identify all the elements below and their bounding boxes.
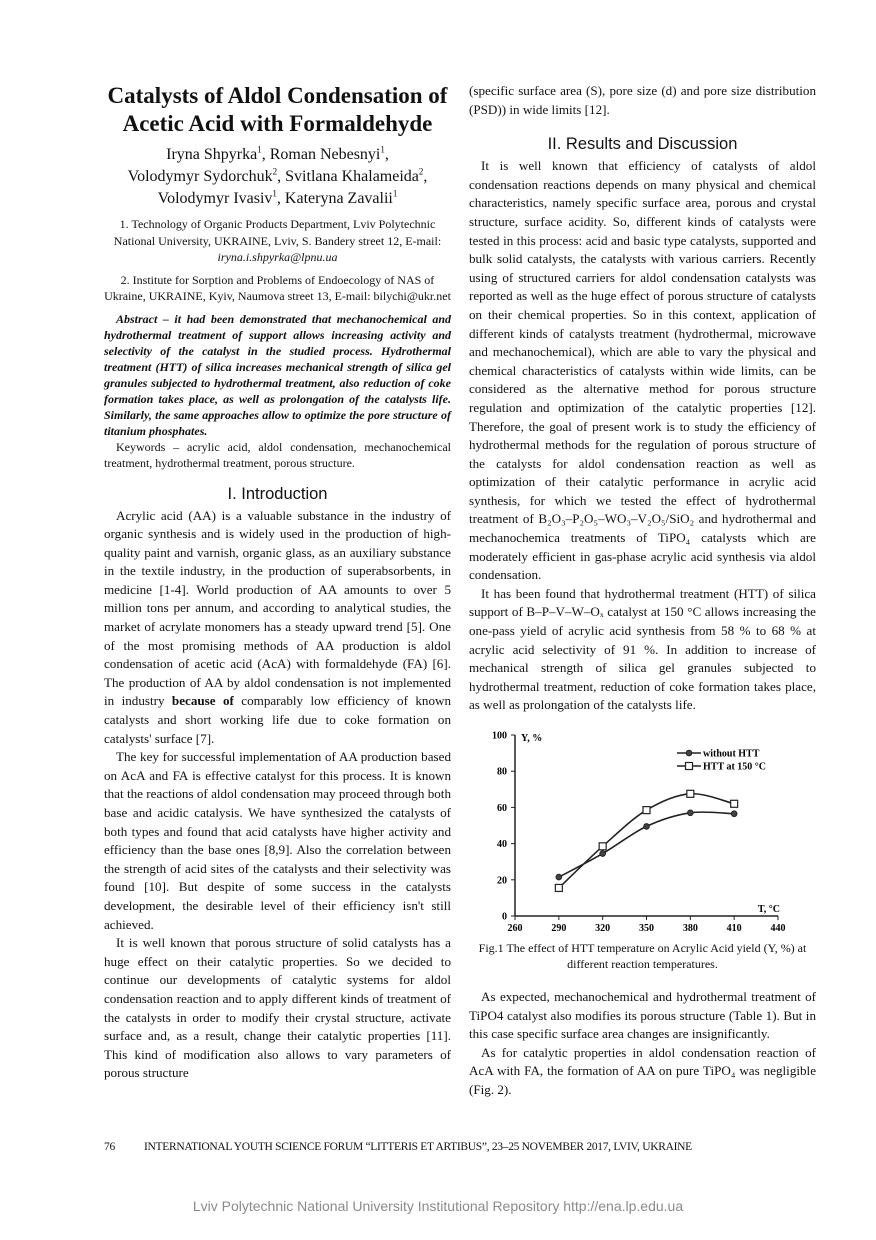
keywords: Keywords – acrylic acid, aldol condensation, mechanochemical treatment, hydrothermal treatment, porous structure. (104, 439, 451, 470)
author: Volodymyr Ivasiv (157, 190, 273, 207)
y-tick-label: 40 (497, 839, 507, 851)
results-paragraph-2: It has been found that hydrothermal treatment (HTT) of silica support of B–P–V–W–Oₓ catalyst at 150 °C allows increasing the one-pass yield of acrylic acid synthesis from 58 % to 68 % at acrylic acid selectivity of 91 %. In addition to increase of mechanical strength of silica gel granules subjected to hydrothermal treatment, reduction of coke formation takes place, as well as prolongation of the catalysts life. (469, 585, 816, 713)
section-heading-results: II. Results and Discussion (547, 135, 738, 154)
diamond-marker (600, 851, 606, 857)
repository-watermark: Lviv Polytechnic National University Institutional Repository http://ena.lp.edu.ua (192, 1198, 684, 1214)
affiliation-text: 1. Technology of Organic Products Department, Lviv Polytechnic National University, UKRAINE, Lviv, S. Bandery street 12, E-mail: (113, 217, 442, 248)
paper-title: Catalysts of Aldol Condensation of Acetic Acid with Formaldehyde (107, 83, 448, 136)
x-tick-label: 380 (682, 923, 698, 934)
results-paragraph-1 (469, 157, 816, 585)
x-tick-label: 410 (726, 923, 742, 934)
author: Volodymyr Sydorchuk (127, 168, 273, 185)
page-footer (104, 1141, 804, 1153)
square-marker (687, 790, 694, 797)
y-tick-label: 100 (492, 730, 507, 742)
x-axis-label: T, °C (757, 904, 780, 915)
author: Roman Nebesnyi (269, 146, 381, 163)
abstract: Abstract – it had been demonstrated that mechanochemical and hydrothermal treatment of support allows increasing activity and selectivity of the catalyst in the studied process. Hydrothermal treatment (HTT) of silica increases mechanical strength of silica gel granules subjected to hydrothermal treatment, also reduction of coke formation takes place, as well as prolongation of the catalysts life. Similarly, the same approaches allow to optimize the pore structure of titanium phosphates. (104, 311, 451, 438)
author-affiliation-mark: 2 (418, 166, 424, 177)
right-column (469, 82, 816, 1100)
continued-paragraph: (specific surface area (S), pore size (d) and pore size distribution (PSD)) in wide limits [12]. (469, 83, 816, 117)
results-paragraph-3: As expected, mechanochemical and hydrothermal treatment of TiPO4 catalyst also modifies its porous structure (Table 1). But in this case specific surface area changes are insignificantly. (469, 989, 816, 1042)
square-marker (731, 800, 738, 807)
paragraph-text: Acrylic acid (AA) is a valuable substance in the industry of organic synthesis and is widely used in the production of high-quality paint and varnish, organic glass, as an auxiliary substance in the textile industry, in the production of superabsorbents, in medicine [1-4]. World production of AA amounts to over 5 million tons per annum, and according to analytical studies, the market of acrylate monomers has a steady upward trend [5]. One of the most promising methods of AA production is aldol condensation of acetic acid (AcA) with formaldehyde (FA) [6]. The production of AA by aldol condensation is not implemented in industry (104, 507, 451, 709)
affiliation-text: 2. Institute for Sorption and Problems of Endoecology of NAS of Ukraine, UKRAINE, Kyiv, Naumova street 13, E-mail: bilychi@ukr.net (104, 272, 451, 303)
conference-name: INTERNATIONAL YOUTH SCIENCE FORUM “LITTERIS ET ARTIBUS”, 23–25 NOVEMBER 2017, LVIV, UKRAINE (144, 1141, 692, 1153)
chemical-formula: TiPO₄ (657, 530, 691, 546)
chemical-formula: B₂O₃–P₂O₅–WO₃–V₂O₅/SiO₂ (538, 511, 695, 527)
y-tick-label: 60 (497, 802, 507, 814)
intro-paragraph-3: It is well known that porous structure of solid catalysts has a huge effect on their catalytic properties. So we decided to continue our developments of catalytic systems for aldol condensation reaction and to apply different kinds of treatment of the catalysts in order to modify their crystal structure, activate surface and, as a result, change their catalytic properties [11]. This kind of modification also allows to vary parameters of porous structure (104, 935, 451, 1081)
figure-1-caption: Fig.1 The effect of HTT temperature on Acrylic Acid yield (Y, %) at different reaction temperatures. (478, 941, 807, 971)
paragraph-text: catalysts which are moderately efficient in gas-phase acrylic acid synthesis via aldol condensation. (469, 530, 816, 583)
chart-legend (677, 749, 766, 773)
x-tick-label: 260 (507, 923, 523, 934)
results-paragraph-4: As for catalytic properties in aldol condensation reaction of AcA with FA, the formation of AA on pure TiPO₄ was negligible (Fig. 2). (469, 1044, 816, 1097)
bold-phrase: because of (171, 693, 234, 709)
diamond-marker (644, 824, 650, 830)
square-marker (643, 807, 650, 814)
author: Iryna Shpyrka (166, 146, 258, 163)
series-line (559, 812, 734, 877)
chart-series (555, 790, 737, 891)
author-affiliation-mark: 1 (272, 188, 277, 199)
section-heading-introduction: I. Introduction (227, 484, 328, 503)
affiliation-2 (104, 272, 451, 305)
diamond-marker (556, 874, 562, 880)
x-tick-label: 440 (770, 923, 786, 934)
y-tick-label: 20 (497, 875, 507, 887)
author-affiliation-mark: 2 (272, 166, 278, 177)
left-column (104, 82, 451, 1083)
author-affiliation-mark: 1 (380, 144, 385, 155)
page-number: 76 (104, 1141, 115, 1153)
square-marker (686, 763, 693, 770)
author-affiliation-mark: 1 (257, 144, 262, 155)
author-list: Iryna Shpyrka$^1$, Roman Nebesnyi$^1$, Volodymyr Sydorchuk$^2$, Svitlana Khalameida$^2$, Volodymyr Ivasiv$^1$, Kateryna Zavalii$^1$ (127, 144, 428, 207)
x-tick-label: 320 (595, 923, 611, 934)
x-tick-label: 290 (551, 923, 567, 934)
intro-paragraph-2: The key for successful implementation of AA production based on AcA and FA is effective catalyst for this process. It is known that the reactions of aldol condensation may proceed through both base and acidic catalysis. We have synthesized the catalysts of both types and found that acid catalysts have higher activity and efficiency than the base ones [8,9]. Also the correlation between the strength of acid sites of the catalysts and their selectivity was found [10]. But despite of some success in the catalysts development, the desirable level of their efficiency isn't still achieved. (104, 749, 451, 932)
diamond-marker (688, 810, 694, 816)
x-tick-label: 350 (639, 923, 654, 934)
legend-label: without HTT (703, 748, 760, 760)
author-affiliation-mark: 1 (392, 188, 398, 199)
square-marker (555, 884, 562, 891)
affiliation-email-link[interactable]: iryna.i.shpyrka@lpnu.ua (217, 250, 338, 264)
paragraph-text: It is well known that efficiency of catalysts of aldol condensation reactions depends on many physical and chemical characteristics, namely specific surface area, porous and crystal structure, surface acidity. So, different kinds of catalysts were tested in this process: acid and basic type catalysts, supported and bulk solid catalysts, the catalysts with various carriers. Recently using of structured carriers for aldol condensation catalysts was reported as well as the huge effect of porous structure of catalysts on their chemical properties. So in this context, application of different kinds of catalysts treatment (hydrothermal, microwave and mechanochemical), which are able to vary the physical and chemical characteristics of catalysts within wide limits, can be considered as the alternative method for porous structure regulation and optimization of the catalytic properties [12]. Therefore, the goal of present work is to study the efficiency of hydrothermal methods for the regulation of porous structure of the catalysts for aldol condensation reaction as well as optimization of their catalytic performance in acrylic acid synthesis, for which we tested the effect of hydrothermal treatment of (469, 158, 816, 527)
square-marker (599, 843, 606, 850)
affiliation-1 (104, 216, 451, 266)
intro-paragraph-1 (104, 507, 451, 749)
y-tick-label: 80 (497, 766, 507, 778)
author: Kateryna Zavalii (284, 190, 393, 207)
legend-label: HTT at 150 °C (703, 761, 766, 773)
paragraph-text: comparably low efficiency of known catalysts and short working life due to coke formation on catalysts' surface [7]. (104, 693, 451, 746)
diamond-marker (686, 750, 692, 756)
y-axis-label: Y, % (521, 733, 543, 744)
y-tick-label: 0 (502, 911, 507, 923)
figure-1-chart (469, 729, 816, 934)
diamond-marker (731, 811, 737, 817)
line-chart (469, 729, 816, 934)
paragraph-text: and hydrothermal and mechanochemica treatments of (469, 511, 816, 546)
author: Svitlana Khalameida (285, 168, 419, 185)
